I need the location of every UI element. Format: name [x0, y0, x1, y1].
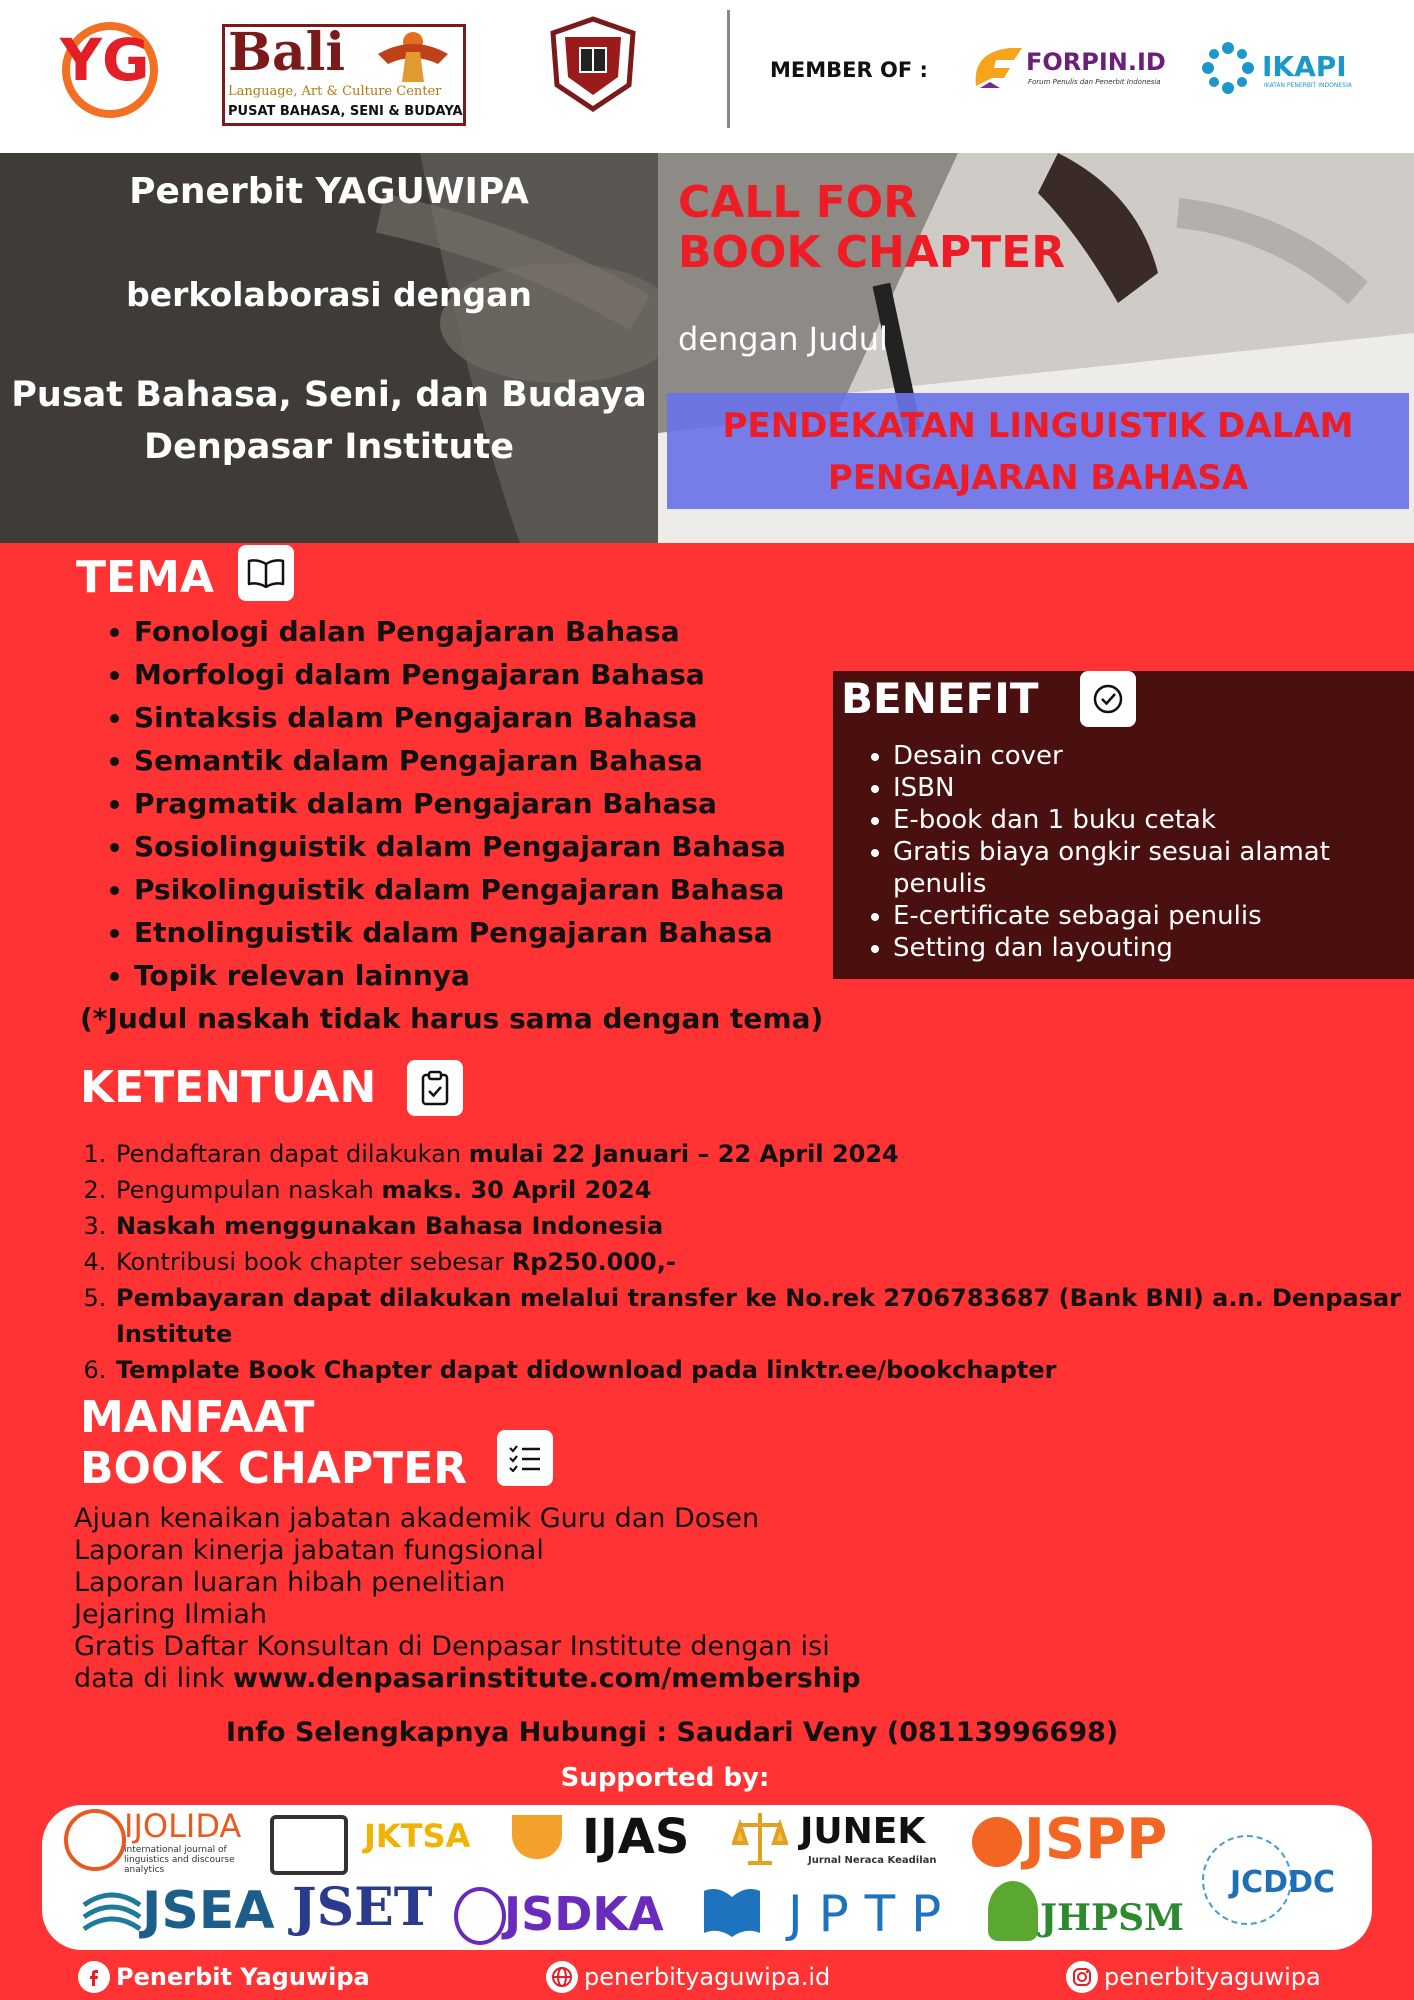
ijas-book-icon	[512, 1815, 562, 1859]
sponsor-ijolida: IJOLIDA	[124, 1807, 242, 1845]
manfaat-heading: MANFAAT BOOK CHAPTER	[80, 1392, 468, 1494]
tema-note: (*Judul naskah tidak harus sama dengan tema)	[80, 1002, 824, 1035]
list-item: • Etnolinguistik dalam Pengajaran Bahasa	[134, 911, 786, 954]
list-item: Laporan kinerja jabatan fungsional	[74, 1535, 544, 1566]
sponsor-logos-panel: IJOLIDA international journal of linguistics and discourse analytics JKTSA IJAS JUNEK Jurnal Neraca Keadilan JSPP JCDDC JSEA JSET JSDKA J P T P JHPSM	[42, 1805, 1372, 1950]
benefit-heading: BENEFIT	[841, 674, 1039, 723]
jhpsm-figure-icon	[988, 1881, 1038, 1941]
jptp-book-icon	[702, 1883, 762, 1939]
ikapi-flower-icon	[1200, 40, 1256, 96]
tema-list	[90, 610, 786, 997]
jktsa-monitor-icon	[270, 1815, 348, 1875]
list-item: data di link www.denpasarinstitute.com/membership	[74, 1663, 861, 1694]
hero-publisher: Penerbit YAGUWIPA	[129, 171, 529, 212]
call-title-line1: CALL FOR	[678, 177, 918, 228]
sponsor-jspp: JSPP	[1024, 1807, 1168, 1872]
tema-heading: TEMA	[76, 552, 214, 603]
list-item: Ajuan kenaikan jabatan akademik Guru dan Dosen	[74, 1503, 760, 1534]
junek-scale-icon	[732, 1809, 788, 1869]
membership-link[interactable]: www.denpasarinstitute.com/membership	[232, 1663, 861, 1694]
bali-culture-center-logo: Bali Language, Art & Culture Center PUSAT BAHASA, SENI & BUDAYA	[218, 22, 468, 128]
facebook-icon	[78, 1961, 110, 1993]
list-item: • Gratis biaya ongkir sesuai alamat penulis	[893, 836, 1413, 900]
ketentuan-heading: KETENTUAN	[80, 1062, 377, 1113]
list-item: • Pragmatik dalam Pengajaran Bahasa	[134, 782, 786, 825]
hero-partner-line1: Pusat Bahasa, Seni, dan Budaya	[11, 375, 647, 415]
ikapi-logo: IKAPI IKATAN PENERBIT INDONESIA	[1200, 40, 1370, 98]
list-item: • E-book dan 1 buku cetak	[893, 804, 1413, 836]
instagram-link[interactable]: penerbityaguwipa	[1066, 1961, 1321, 1993]
list-item: 2. Pengumpulan naskah maks. 30 April 2024	[114, 1172, 1404, 1208]
globe-icon	[546, 1961, 578, 1993]
open-book-icon	[238, 545, 294, 601]
list-item: • Desain cover	[893, 740, 1413, 772]
supported-by-label: Supported by:	[560, 1763, 770, 1793]
list-item: • Setting dan layouting	[893, 932, 1413, 964]
yaguwipa-logo	[52, 18, 160, 118]
list-item: • Sosiolinguistik dalam Pengajaran Bahasa	[134, 825, 786, 868]
list-item: • Topik relevan lainnya	[134, 954, 786, 997]
check-badge-icon	[1080, 671, 1136, 727]
dancer-icon	[368, 24, 458, 84]
list-item: • Psikolinguistik dalam Pengajaran Bahasa	[134, 868, 786, 911]
sponsor-jhpsm: JHPSM	[1040, 1897, 1184, 1939]
hero-left-panel	[0, 153, 658, 543]
sponsor-jsea: JSEA	[142, 1881, 275, 1941]
ketentuan-list	[80, 1136, 1404, 1388]
contact-info: Info Selengkapnya Hubungi : Saudari Veny (08113996698)	[226, 1717, 1119, 1748]
footer	[0, 1955, 1414, 2000]
member-of-label: MEMBER OF :	[770, 58, 928, 82]
hero-collab: berkolaborasi dengan	[126, 275, 532, 314]
forpin-emblem-icon	[970, 42, 1028, 94]
list-item: • Morfologi dalam Pengajaran Bahasa	[134, 653, 786, 696]
header-divider	[727, 10, 730, 128]
list-item: • Sintaksis dalam Pengajaran Bahasa	[134, 696, 786, 739]
jspp-globe-icon	[972, 1817, 1022, 1867]
facebook-link[interactable]: Penerbit Yaguwipa	[78, 1961, 370, 1993]
book-title-line2: PENGAJARAN BAHASA	[827, 458, 1249, 498]
manfaat-list	[74, 1503, 861, 1695]
ijolida-emblem-icon	[64, 1809, 126, 1871]
website-link[interactable]: penerbityaguwipa.id	[546, 1961, 830, 1993]
hero-partner-line2: Denpasar Institute	[144, 427, 514, 467]
list-item: Jejaring Ilmiah	[74, 1599, 267, 1630]
call-title-line2: BOOK CHAPTER	[678, 227, 1066, 278]
svg-text:YG: YG	[60, 26, 150, 94]
list-item: 6. Template Book Chapter dapat didownload pada linktr.ee/bookchapter	[114, 1352, 1404, 1388]
sponsor-ijas: IJAS	[582, 1809, 690, 1865]
forpin-logo: FORPIN.ID Forum Penulis dan Penerbit Indonesia	[970, 40, 1150, 96]
benefit-list	[860, 740, 1413, 964]
judul-label: dengan Judul	[678, 320, 888, 358]
sponsor-jset: JSET	[292, 1877, 433, 1938]
book-title	[667, 400, 1409, 504]
instagram-icon	[1066, 1961, 1098, 1993]
list-item: Laporan luaran hibah penelitian	[74, 1567, 506, 1598]
sponsor-jsdka: JSDKA	[504, 1887, 664, 1941]
checklist-icon	[497, 1430, 553, 1486]
list-item: 3. Naskah menggunakan Bahasa Indonesia	[114, 1208, 1404, 1244]
sponsor-junek: JUNEK	[800, 1811, 926, 1852]
clipboard-check-icon	[407, 1060, 463, 1116]
list-item: • E-certificate sebagai penulis	[893, 900, 1413, 932]
list-item: 5. Pembayaran dapat dilakukan melalui transfer ke No.rek 2706783687 (Bank BNI) a.n. Denpasar Institute	[114, 1280, 1404, 1352]
list-item: Gratis Daftar Konsultan di Denpasar Institute dengan isi	[74, 1631, 830, 1662]
sponsor-jptp: J P T P	[788, 1885, 942, 1943]
header-bar	[0, 0, 1414, 153]
list-item: 4. Kontribusi book chapter sebesar Rp250.000,-	[114, 1244, 1404, 1280]
list-item: • Fonologi dalan Pengajaran Bahasa	[134, 610, 786, 653]
sponsor-jcddc: JCDDC	[1230, 1865, 1335, 1900]
list-item: • Semantik dalam Pengajaran Bahasa	[134, 739, 786, 782]
list-item: 1. Pendaftaran dapat dilakukan mulai 22 Januari – 22 April 2024	[114, 1136, 1404, 1172]
jsdka-circuit-icon	[454, 1887, 506, 1945]
list-item: • ISBN	[893, 772, 1413, 804]
book-title-line1: PENDEKATAN LINGUISTIK DALAM	[722, 406, 1354, 446]
call-for-book-chapter-title	[678, 178, 1065, 278]
jsea-wave-icon	[82, 1885, 142, 1935]
sponsor-jktsa: JKTSA	[364, 1817, 471, 1855]
denpasar-institute-seal	[545, 15, 641, 115]
